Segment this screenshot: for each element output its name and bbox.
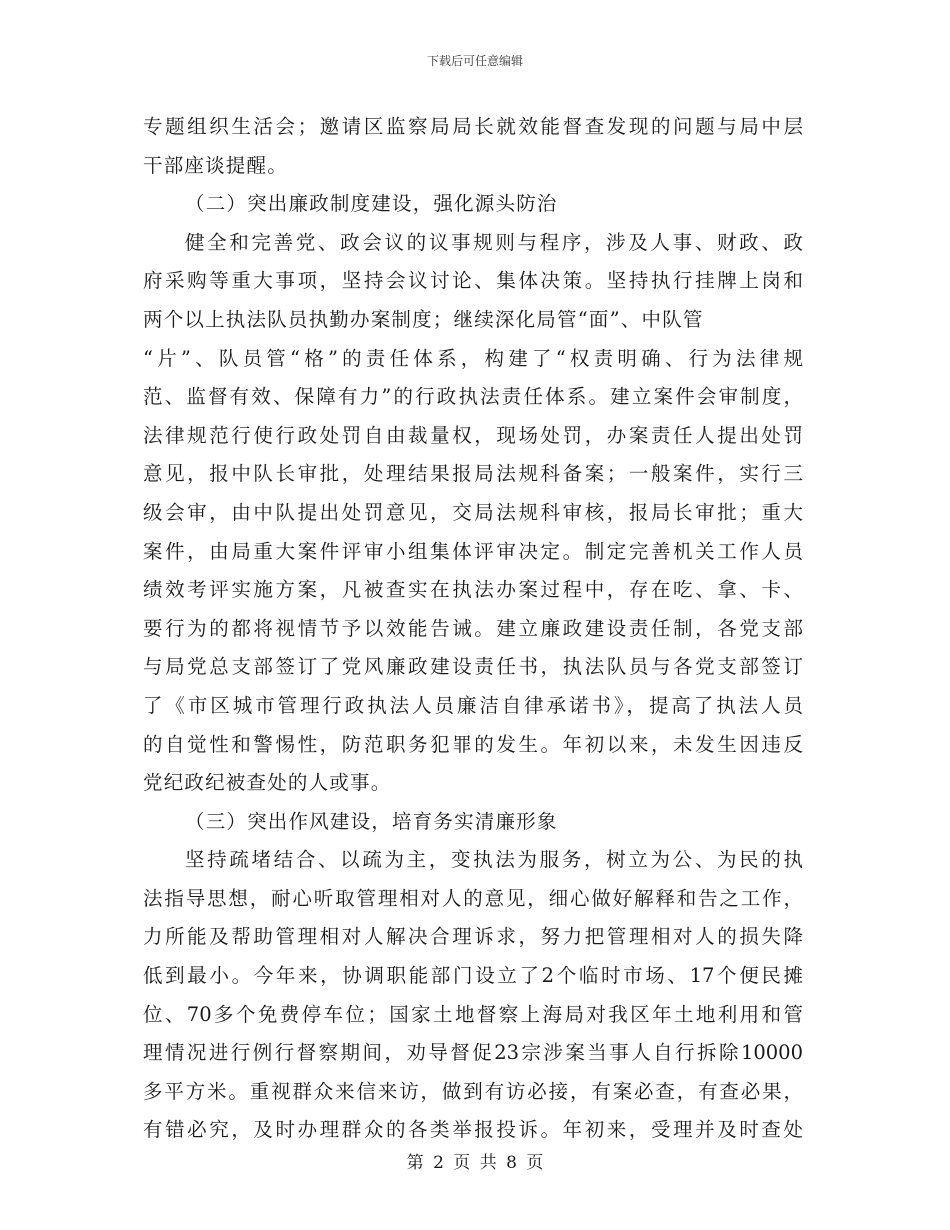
text-line: 党纪政纪被查处的人或事。 (143, 771, 392, 795)
text-line: 低到最小。今年来，协调职能部门设立了2个临时市场、17个便民摊 (143, 964, 803, 988)
text-line: 理情况进行例行督察期间，劝导督促23宗涉案当事人自行拆除10000 (143, 1041, 803, 1065)
page-number: 第 2 页 共 8 页 (406, 1153, 544, 1173)
text-line: 力所能及帮助管理相对人解决合理诉求，努力把管理相对人的损失降 (143, 925, 803, 949)
text-line: 两个以上执法队员执勤办案制度；继续深化局管“面”、中队管 (143, 307, 704, 331)
text-line: 法律规范行使行政处罚自由裁量权，现场处罚，办案责任人提出处罚 (143, 423, 803, 447)
text-line: 坚持疏堵结合、以疏为主，变执法为服务，树立为公、为民的执 (185, 848, 803, 872)
text-line: 级会审，由中队提出处罚意见，交局法规科审核，报局长审批；重大 (143, 500, 803, 524)
text-line: 范、监督有效、保障有力”的行政执法责任体系。建立案件会审制度， (143, 385, 803, 409)
section-heading: （二）突出廉政制度建设，强化源头防治 (185, 192, 558, 216)
text-line: “片”、队员管“格”的责任体系，构建了“权责明确、行为法律规 (143, 346, 803, 370)
text-line: 府采购等重大事项，坚持会议讨论、集体决策。坚持执行挂牌上岗和 (143, 269, 803, 293)
text-line: 绩效考评实施方案，凡被查实在执法办案过程中，存在吃、拿、卡、 (143, 578, 803, 602)
text-line: 位、70多个免费停车位；国家土地督察上海局对我区年土地利用和管 (143, 1002, 803, 1026)
text-line: 意见，报中队长审批，处理结果报局法规科备案；一般案件，实行三 (143, 462, 803, 486)
text-line: 有错必究，及时办理群众的各类举报投诉。年初来，受理并及时查处 (143, 1118, 803, 1142)
text-line: 法指导思想，耐心听取管理相对人的意见，细心做好解释和告之工作， (143, 886, 803, 910)
section-heading: （三）突出作风建设，培育务实清廉形象 (185, 809, 558, 833)
text-line: 了《市区城市管理行政执法人员廉洁自律承诺书》，提高了执法人员 (143, 693, 803, 717)
text-line: 的自觉性和警惕性，防范职务犯罪的发生。年初以来，未发生因违反 (143, 732, 803, 756)
text-line: 多平方米。重视群众来信来访，做到有访必接，有案必查，有查必果， (143, 1079, 803, 1103)
text-line: 专题组织生活会；邀请区监察局局长就效能督查发现的问题与局中层 (143, 115, 803, 138)
text-line: 案件，由局重大案件评审小组集体评审决定。制定完善机关工作人员 (143, 539, 803, 563)
text-line: 干部座谈提醒。 (143, 153, 288, 177)
document-body (143, 108, 803, 1150)
text-line: 健全和完善党、政会议的议事规则与程序，涉及人事、财政、政 (185, 230, 803, 254)
text-line: 与局党总支部签订了党风廉政建设责任书，执法队员与各党支部签订 (143, 655, 803, 679)
text-line: 要行为的都将视情节予以效能告诫。建立廉政建设责任制，各党支部 (143, 616, 803, 640)
page-header-note: 下载后可任意编辑 (426, 54, 523, 68)
